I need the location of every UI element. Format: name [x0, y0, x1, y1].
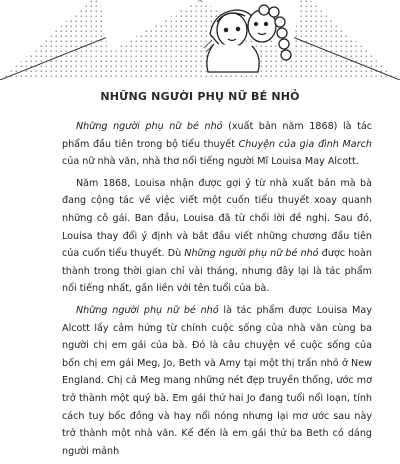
- chapter-header-illustration: [0, 0, 400, 80]
- paragraph-text: (xuất bản năm 1868) là tác phẩm đầu tiên trong bộ tiểu thuyết: [62, 121, 372, 150]
- paragraph-text: Năm 1868, Louisa nhận được gợi ý từ nhà xuất bản mà bà đang cộng tác về việc viết một cuốn tiểu thuyết xoay quanh những cô gái. Ban đầu, Louisa đã từ chối lời đề nghị. Sau đó, Louisa thay đổi ý định và bắt đầu viết những chương đầu tiên của cuốn tiểu thuyết. Dù: [62, 177, 372, 260]
- paragraph-text: là tác phẩm được Louisa May Alcott lấy cảm hứng từ chính cuộc sống của nhà văn cùng ba người chị em gái của bà. Đó là câu chuyện về cuộc sống của bốn chị em gái Meg, Jo, Beth và Amy tại một thị trấn nhỏ ở New England. Chị cả Meg mang những nét đẹp truyền thống, ước mơ trở thành một quý bà. Em gái thứ hai Jo đang tuổi nổi loạn, tính cách tuy bốc đồng và hay nổi nóng nhưng lại mơ ước sau này trở thành một nhà văn. Kế đến là em gái thứ ba Beth có dáng người mảnh: [62, 304, 372, 457]
- body-text: [62, 118, 372, 464]
- italic-title-text: Những người phụ nữ bé nhỏ: [76, 121, 223, 132]
- paragraph-text: của nữ nhà văn, nhà thơ nổi tiếng người Mĩ Louisa May Alcott.: [62, 156, 359, 168]
- paragraph: [62, 302, 372, 460]
- paragraph: [62, 118, 372, 171]
- paragraph: [62, 175, 372, 298]
- italic-title-text: Những người phụ nữ bé nhỏ: [76, 304, 219, 316]
- chapter-heading: NHỮNG NGƯỜI PHỤ NỮ BÉ NHỎ: [100, 90, 300, 103]
- paragraph-text: được hoàn thành trong thời gian chỉ vài tháng, nhưng đây lại là tác phẩm nổi tiếng nhất, gần liền với tên tuổi của bà.: [62, 248, 373, 295]
- italic-title-text: Những người phụ nữ bé nhỏ: [184, 248, 319, 260]
- italic-title-text: Chuyện của gia đình March: [238, 138, 372, 150]
